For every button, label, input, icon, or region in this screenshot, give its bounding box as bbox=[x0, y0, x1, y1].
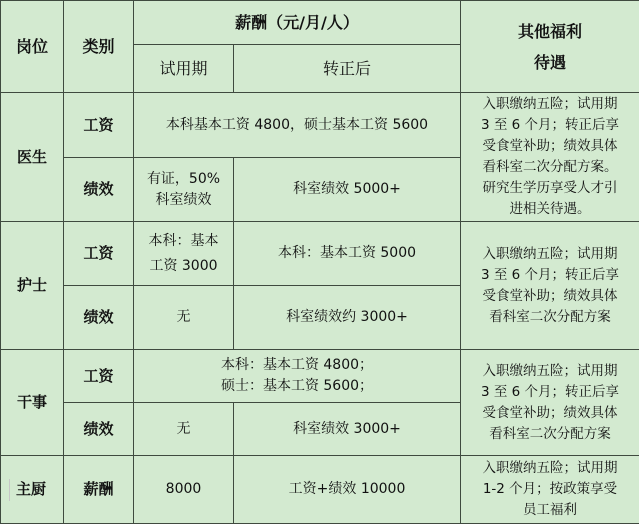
benefit-line: 看科室二次分配方案 bbox=[463, 307, 637, 328]
clerk-perf-regular: 科室绩效 3000+ bbox=[234, 403, 461, 456]
benefit-line: 研究生学历享受人才引 bbox=[463, 178, 637, 199]
position-clerk: 干事 bbox=[1, 350, 64, 456]
doctor-wage-value: 本科基本工资 4800，硕士基本工资 5600 bbox=[134, 93, 461, 158]
doctor-perf-probation-line2: 科室绩效 bbox=[136, 190, 231, 211]
benefit-line: 入职缴纳五险；试用期 bbox=[463, 361, 637, 382]
category-pay: 薪酬 bbox=[64, 456, 134, 524]
header-regular: 转正后 bbox=[234, 45, 461, 93]
nurse-benefits bbox=[461, 222, 639, 350]
header-probation: 试用期 bbox=[134, 45, 234, 93]
benefit-line: 入职缴纳五险；试用期 bbox=[463, 244, 637, 265]
clerk-benefits bbox=[461, 350, 639, 456]
category-wage: 工资 bbox=[64, 93, 134, 158]
doctor-benefits bbox=[461, 93, 639, 222]
benefit-line: 3 至 6 个月；转正后享 bbox=[463, 382, 637, 403]
benefit-line: 入职缴纳五险；试用期 bbox=[463, 94, 637, 115]
benefit-line: 看科室二次分配方案 bbox=[463, 424, 637, 445]
nurse-wage-regular: 本科：基本工资 5000 bbox=[234, 222, 461, 286]
benefit-line: 受食堂补助；绩效具体 bbox=[463, 403, 637, 424]
position-nurse: 护士 bbox=[1, 222, 64, 350]
benefit-line: 1-2 个月；按政策享受 bbox=[463, 479, 637, 500]
benefit-line: 员工福利 bbox=[463, 500, 637, 521]
nurse-wage-probation-line2: 工资 3000 bbox=[136, 256, 231, 277]
header-row bbox=[1, 1, 639, 45]
position-chef-label: 主厨 bbox=[16, 479, 46, 500]
benefit-line: 入职缴纳五险；试用期 bbox=[463, 458, 637, 479]
chef-pay-regular: 工资+绩效 10000 bbox=[234, 456, 461, 524]
doctor-perf-probation bbox=[134, 158, 234, 222]
header-benefits-line1: 其他福利 bbox=[463, 21, 637, 42]
header-benefits bbox=[461, 1, 639, 93]
category-wage: 工资 bbox=[64, 350, 134, 403]
category-wage: 工资 bbox=[64, 222, 134, 286]
benefit-line: 受食堂补助；绩效具体 bbox=[463, 286, 637, 307]
header-benefits-line2: 待遇 bbox=[463, 52, 637, 73]
doctor-perf-regular: 科室绩效 5000+ bbox=[234, 158, 461, 222]
benefit-line: 3 至 6 个月；转正后享 bbox=[463, 265, 637, 286]
table-row bbox=[1, 456, 639, 524]
table-row bbox=[1, 350, 639, 403]
clerk-perf-probation: 无 bbox=[134, 403, 234, 456]
header-category: 类别 bbox=[64, 1, 134, 93]
nurse-perf-regular: 科室绩效约 3000+ bbox=[234, 286, 461, 350]
header-position: 岗位 bbox=[1, 1, 64, 93]
position-chef bbox=[1, 456, 64, 524]
nurse-wage-probation-line1: 本科：基本 bbox=[136, 231, 231, 252]
chef-benefits bbox=[461, 456, 639, 524]
doctor-perf-probation-line1: 有证，50% bbox=[136, 169, 231, 190]
position-doctor: 医生 bbox=[1, 93, 64, 222]
benefit-line: 受食堂补助；绩效具体 bbox=[463, 136, 637, 157]
clerk-wage-value bbox=[134, 350, 461, 403]
category-performance: 绩效 bbox=[64, 403, 134, 456]
category-performance: 绩效 bbox=[64, 286, 134, 350]
nurse-wage-probation bbox=[134, 222, 234, 286]
table-row bbox=[1, 93, 639, 158]
table-row bbox=[1, 222, 639, 286]
benefit-line: 进相关待遇。 bbox=[463, 199, 637, 220]
benefit-line: 看科室二次分配方案。 bbox=[463, 157, 637, 178]
clerk-wage-line1: 本科：基本工资 4800； bbox=[136, 355, 458, 376]
category-performance: 绩效 bbox=[64, 158, 134, 222]
clerk-wage-line2: 硕士：基本工资 5600； bbox=[136, 376, 458, 397]
header-salary: 薪酬（元/月/人） bbox=[134, 1, 461, 45]
chef-pay-probation: 8000 bbox=[134, 456, 234, 524]
row-edge-marker bbox=[3, 479, 10, 501]
nurse-perf-probation: 无 bbox=[134, 286, 234, 350]
benefit-line: 3 至 6 个月；转正后享 bbox=[463, 115, 637, 136]
